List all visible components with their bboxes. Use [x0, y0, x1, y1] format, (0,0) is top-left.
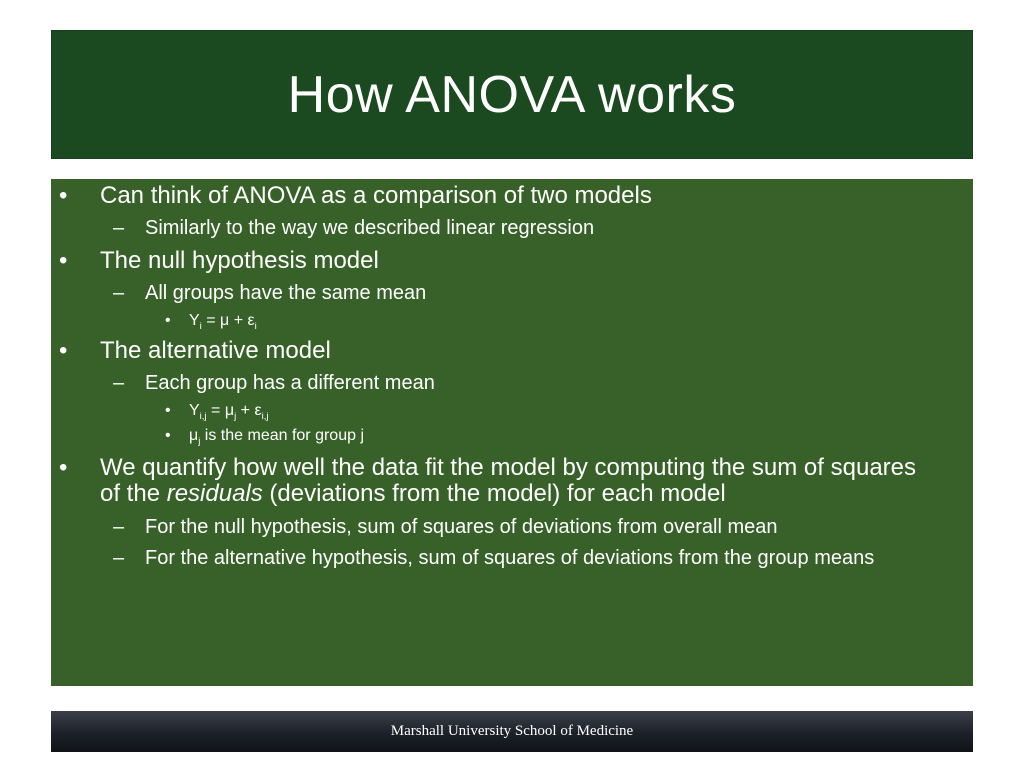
bullet-marker: •	[59, 454, 68, 481]
dash-marker: –	[113, 372, 125, 394]
formula-text: $Y_{i,j} = \mu_j + \varepsilon_{i,j}$	[189, 402, 269, 423]
bullet-text: Can think of ANOVA as a comparison of two models	[100, 182, 652, 209]
subbullet-text: All groups have the same mean	[145, 282, 427, 304]
bullet-marker: •	[165, 402, 171, 419]
subbullet-text: For the null hypothesis, sum of squares of deviations from overall mean	[145, 516, 778, 538]
subbullet-text: Each group has a different mean	[145, 372, 435, 394]
dash-marker: –	[113, 547, 125, 569]
dash-marker: –	[113, 282, 125, 304]
bullet-text: The null hypothesis model	[100, 247, 379, 274]
footer-bar	[51, 711, 973, 752]
subbullet-text: For the alternative hypothesis, sum of squares of deviations from the group means	[145, 547, 875, 569]
bullet-marker: •	[59, 247, 68, 274]
content-panel	[51, 179, 973, 686]
dash-marker: –	[113, 516, 125, 538]
formula-text: $Y_i = \mu + \varepsilon_i$	[189, 312, 257, 333]
title-banner	[51, 30, 973, 159]
slide-title: How ANOVA works	[287, 65, 737, 124]
bullet-marker: •	[165, 427, 171, 444]
bullet-marker: •	[165, 312, 171, 329]
bullet-marker: •	[59, 337, 68, 364]
dash-marker: –	[113, 217, 125, 239]
definition-text: $\mu_j$ is the mean for group j	[189, 427, 364, 448]
footer-text: Marshall University School of Medicine	[390, 723, 634, 739]
bullet-text: We quantify how well the data fit the model by computing the sum of squares of the residuals (deviations from the model) for each model	[100, 454, 916, 507]
bullet-marker: •	[59, 182, 68, 209]
subbullet-text: Similarly to the way we described linear regression	[145, 217, 595, 239]
bullet-text: The alternative model	[100, 337, 331, 364]
